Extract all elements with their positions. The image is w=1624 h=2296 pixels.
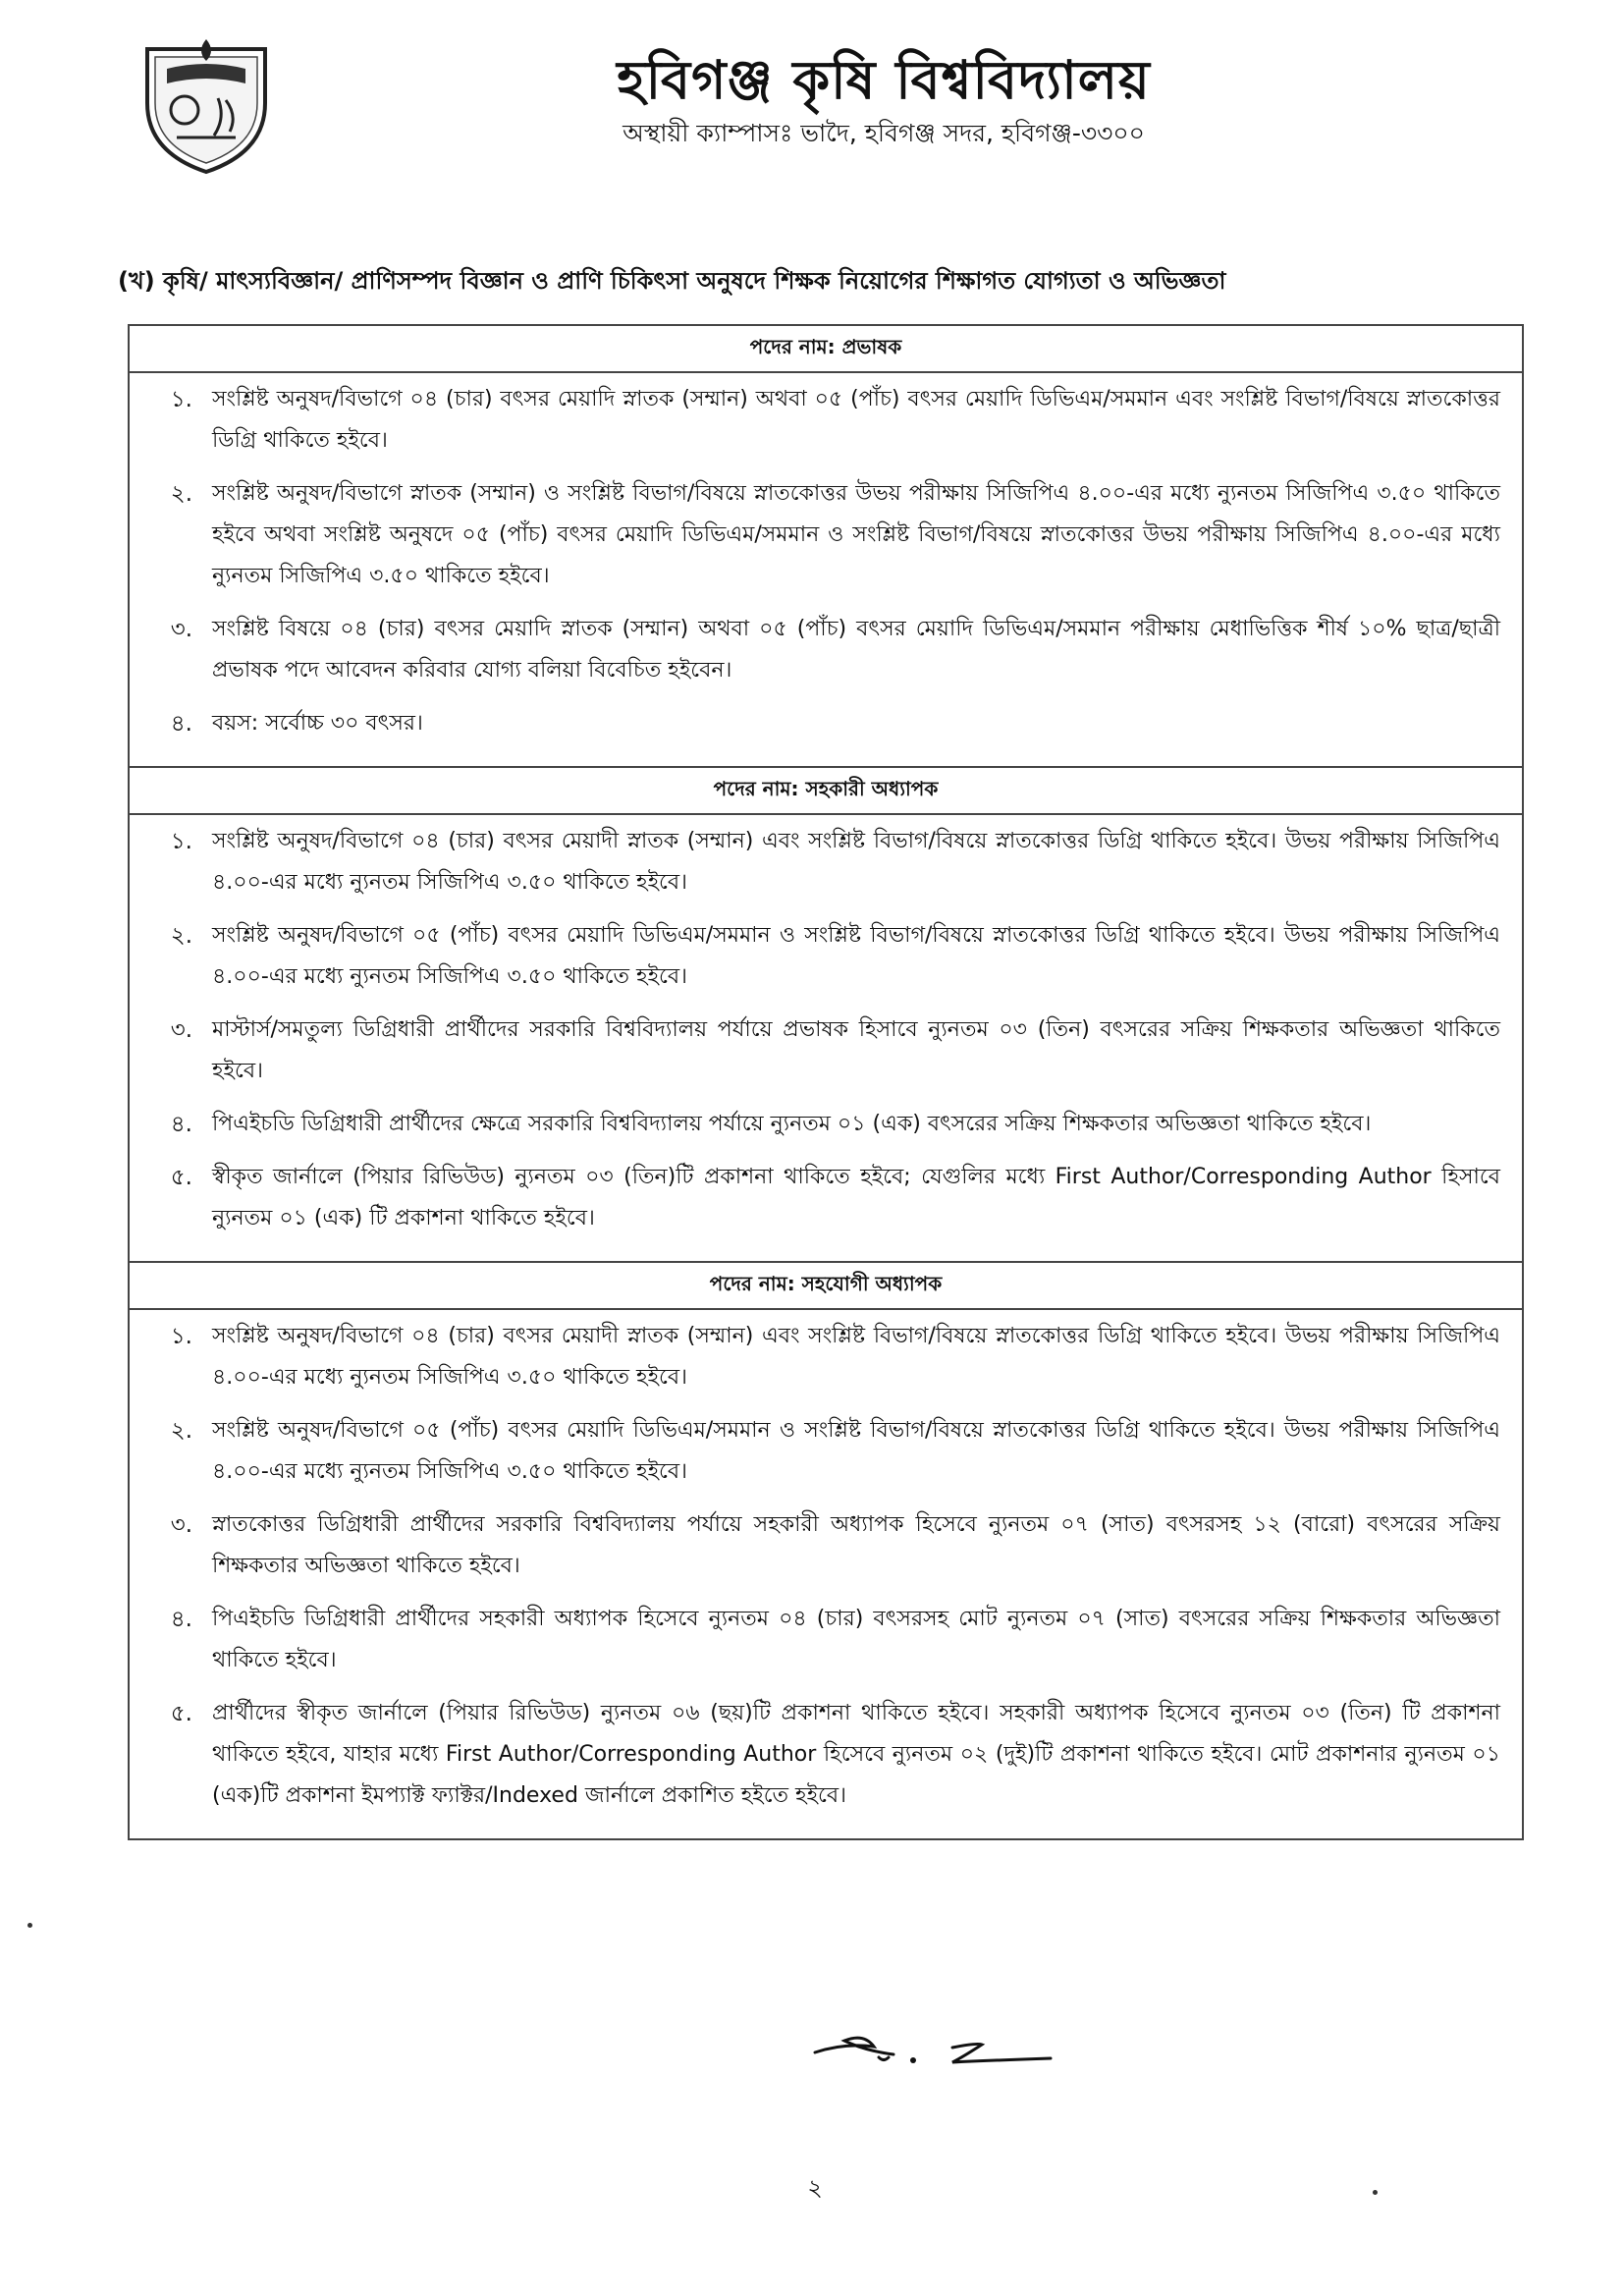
requirement-list [130, 373, 1522, 766]
university-name: হবিগঞ্জ কৃষি বিশ্ববিদ্যালয় [617, 48, 1151, 111]
post-title: পদের নাম: সহকারী অধ্যাপক [130, 768, 1522, 815]
requirement-item [139, 609, 1500, 691]
requirement-item [139, 1157, 1500, 1239]
requirement-text: সংশ্লিষ্ট অনুষদ/বিভাগে স্নাতক (সম্মান) ও সংশ্লিষ্ট বিভাগ/বিষয়ে স্নাতকোত্তর উভয় পরীক্ষায় সিজিপিএ ৪.০০-এর মধ্যে ন্যুনতম সিজিপিএ ৩.৫০ থাকিতে হইবে অথবা সংশ্লিষ্ট অনুষদে ০৫ (পাঁচ) বৎসর মেয়াদি ডিভিএম/সমমান ও সংশ্লিষ্ট বিভাগ/বিষয়ে স্নাতকোত্তর উভয় পরীক্ষায় সিজিপিএ ৪.০০-এর মধ্যে ন্যুনতম সিজিপিএ ৩.৫০ থাকিতে হইবে। [212, 481, 1500, 588]
requirement-item [139, 379, 1500, 462]
post-title: পদের নাম: সহযোগী অধ্যাপক [130, 1263, 1522, 1310]
requirement-text: পিএইচডি ডিগ্রিধারী প্রার্থীদের সহকারী অধ্যাপক হিসেবে ন্যুনতম ০৪ (চার) বৎসরসহ মোট ন্যুনতম ০৭ (সাত) বৎসরের সক্রিয় শিক্ষকতার অভিজ্ঞতা থাকিতে হইবে। [212, 1607, 1500, 1672]
requirements-table [128, 324, 1524, 1840]
requirement-text: সংশ্লিষ্ট বিষয়ে ০৪ (চার) বৎসর মেয়াদি স্নাতক (সম্মান) অথবা ০৫ (পাঁচ) বৎসর মেয়াদি ডিভিএম/সমমান পরীক্ষায় মেধাভিত্তিক শীর্ষ ১০% ছাত্র/ছাত্রী প্রভাষক পদে আবেদন করিবার যোগ্য বলিয়া বিবেচিত হইবেন। [212, 617, 1500, 683]
scan-speck [27, 1923, 32, 1928]
signature [805, 2003, 1060, 2082]
section-heading: (খ) কৃষি/ মাৎস্যবিজ্ঞান/ প্রাণিসম্পদ বিজ্ঞান ও প্রাণি চিকিৎসা অনুষদে শিক্ষক নিয়োগের শিক্ষাগত যোগ্যতা ও অভিজ্ঞতা [118, 267, 1226, 295]
requirement-text: বয়স: সর্বোচ্চ ৩০ বৎসর। [212, 711, 423, 736]
requirement-item [139, 821, 1500, 903]
requirement-item [139, 1410, 1500, 1493]
requirement-number: ২. [170, 481, 192, 507]
requirement-item [139, 703, 1500, 744]
requirement-item [139, 473, 1500, 597]
requirement-list [130, 1310, 1522, 1838]
requirement-item [139, 915, 1500, 998]
requirement-number: ৫. [170, 1701, 192, 1726]
requirement-text: স্নাতকোত্তর ডিগ্রিধারী প্রার্থীদের সরকারি বিশ্ববিদ্যালয় পর্যায়ে সহকারী অধ্যাপক হিসেবে ন্যুনতম ০৭ (সাত) বৎসরসহ ১২ (বারো) বৎসরের সক্রিয় শিক্ষকতার অভিজ্ঞতা থাকিতে হইবে। [212, 1512, 1500, 1578]
requirement-number: ১. [170, 829, 192, 854]
requirement-text: সংশ্লিষ্ট অনুষদ/বিভাগে ০৫ (পাঁচ) বৎসর মেয়াদি ডিভিএম/সমমান ও সংশ্লিষ্ট বিভাগ/বিষয়ে স্নাতকোত্তর ডিগ্রি থাকিতে হইবে। উভয় পরীক্ষায় সিজিপিএ ৪.০০-এর মধ্যে ন্যুনতম সিজিপিএ ৩.৫০ থাকিতে হইবে। [212, 1418, 1500, 1484]
page-header [128, 29, 1532, 177]
requirement-item [139, 1693, 1500, 1817]
post-block-lecturer [130, 326, 1522, 766]
requirement-number: ১. [170, 1324, 192, 1349]
requirement-number: ৪. [170, 711, 192, 737]
university-address: অস্থায়ী ক্যাম্পাসঃ ভাদৈ, হবিগঞ্জ সদর, হবিগঞ্জ-৩৩০০ [623, 119, 1145, 147]
post-title: পদের নাম: প্রভাষক [130, 326, 1522, 373]
page-number: ২ [807, 2174, 823, 2202]
requirement-text: প্রার্থীদের স্বীকৃত জার্নালে (পিয়ার রিভিউড) ন্যুনতম ০৬ (ছয়)টি প্রকাশনা থাকিতে হইবে। সহকারী অধ্যাপক হিসেবে ন্যুনতম ০৩ (তিন) টি প্রকাশনা থাকিতে হইবে, যাহার মধ্যে First Author/Corresponding Author হিসেবে ন্যুনতম ০২ (দুই)টি প্রকাশনা থাকিতে হইবে। মোট প্রকাশনার ন্যুনতম ০১ (এক)টি প্রকাশনা ইমপ্যাক্ট ফ্যাক্টর/Indexed জার্নালে প্রকাশিত হইতে হইবে। [212, 1701, 1500, 1808]
requirement-number: ৩. [170, 1512, 192, 1538]
requirement-item [139, 1104, 1500, 1145]
requirement-number: ৩. [170, 1017, 192, 1043]
requirement-item [139, 1599, 1500, 1681]
requirement-number: ৪. [170, 1112, 192, 1137]
requirement-text: সংশ্লিষ্ট অনুষদ/বিভাগে ০৪ (চার) বৎসর মেয়াদী স্নাতক (সম্মান) এবং সংশ্লিষ্ট বিভাগ/বিষয়ে স্নাতকোত্তর ডিগ্রি থাকিতে হইবে। উভয় পরীক্ষায় সিজিপিএ ৪.০০-এর মধ্যে ন্যুনতম সিজিপিএ ৩.৫০ থাকিতে হইবে। [212, 1324, 1500, 1390]
requirement-text: সংশ্লিষ্ট অনুষদ/বিভাগে ০৫ (পাঁচ) বৎসর মেয়াদি ডিভিএম/সমমান ও সংশ্লিষ্ট বিভাগ/বিষয়ে স্নাতকোত্তর ডিগ্রি থাকিতে হইবে। উভয় পরীক্ষায় সিজিপিএ ৪.০০-এর মধ্যে ন্যুনতম সিজিপিএ ৩.৫০ থাকিতে হইবে। [212, 923, 1500, 989]
requirement-item [139, 1010, 1500, 1092]
requirement-text: সংশ্লিষ্ট অনুষদ/বিভাগে ০৪ (চার) বৎসর মেয়াদী স্নাতক (সম্মান) এবং সংশ্লিষ্ট বিভাগ/বিষয়ে স্নাতকোত্তর ডিগ্রি থাকিতে হইবে। উভয় পরীক্ষায় সিজিপিএ ৪.০০-এর মধ্যে ন্যুনতম সিজিপিএ ৩.৫০ থাকিতে হইবে। [212, 829, 1500, 895]
requirement-item [139, 1316, 1500, 1398]
scan-speck [1373, 2190, 1378, 2195]
requirement-number: ৩. [170, 617, 192, 642]
requirement-text: মাস্টার্স/সমতুল্য ডিগ্রিধারী প্রার্থীদের সরকারি বিশ্ববিদ্যালয় পর্যায়ে প্রভাষক হিসাবে ন্যুনতম ০৩ (তিন) বৎসরের সক্রিয় শিক্ষকতার অভিজ্ঞতা থাকিতে হইবে। [212, 1017, 1500, 1083]
requirement-list [130, 815, 1522, 1261]
requirement-number: ২. [170, 923, 192, 949]
requirement-number: ৫. [170, 1165, 192, 1190]
requirement-item [139, 1504, 1500, 1587]
requirement-text: স্বীকৃত জার্নালে (পিয়ার রিভিউড) ন্যুনতম ০৩ (তিন)টি প্রকাশনা থাকিতে হইবে; যেগুলির মধ্যে First Author/Corresponding Author হিসাবে ন্যুনতম ০১ (এক) টি প্রকাশনা থাকিতে হইবে। [212, 1165, 1500, 1230]
post-block-assistant-professor [130, 766, 1522, 1261]
requirement-number: ৪. [170, 1607, 192, 1632]
requirement-number: ২. [170, 1418, 192, 1444]
requirement-text: সংশ্লিষ্ট অনুষদ/বিভাগে ০৪ (চার) বৎসর মেয়াদি স্নাতক (সম্মান) অথবা ০৫ (পাঁচ) বৎসর মেয়াদি ডিভিএম/সমমান এবং সংশ্লিষ্ট বিভাগ/বিষয়ে স্নাতকোত্তর ডিগ্রি থাকিতে হইবে। [212, 387, 1500, 453]
university-logo [128, 29, 285, 177]
requirement-text: পিএইচডি ডিগ্রিধারী প্রার্থীদের ক্ষেত্রে সরকারি বিশ্ববিদ্যালয় পর্যায়ে ন্যুনতম ০১ (এক) বৎসরের সক্রিয় শিক্ষকতার অভিজ্ঞতা থাকিতে হইবে। [212, 1112, 1372, 1136]
post-block-associate-professor [130, 1261, 1522, 1838]
requirement-number: ১. [170, 387, 192, 412]
